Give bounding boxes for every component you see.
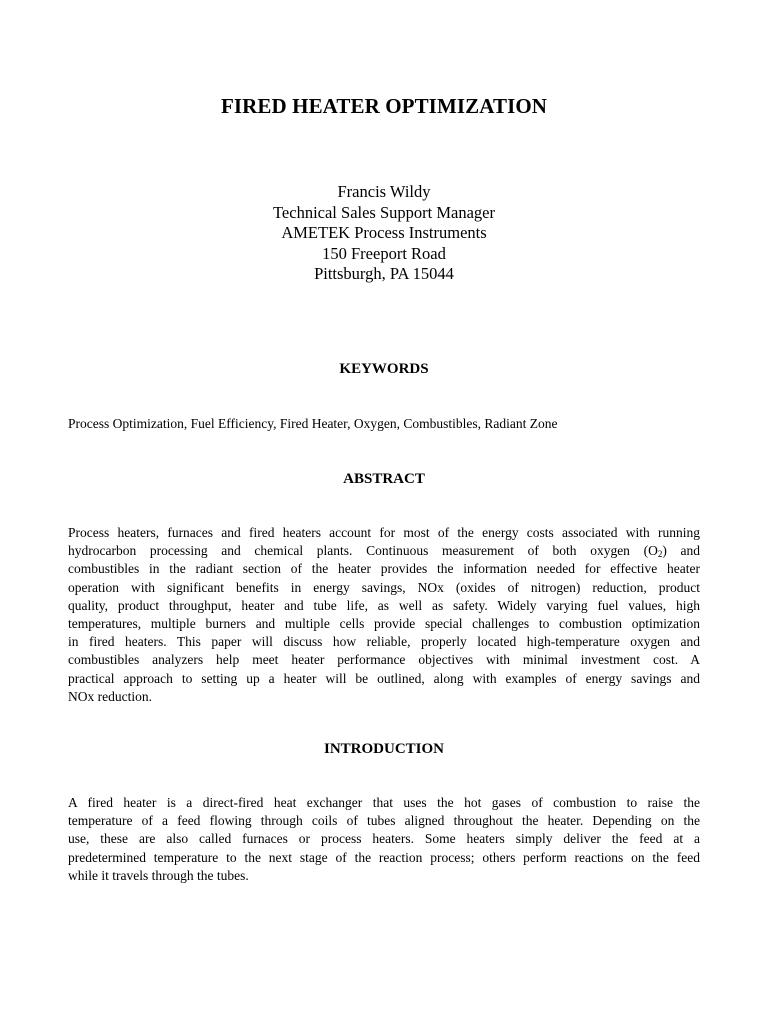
abstract-line: combustibles analyzers help meet heater performance objectives with minimal investment cost. A bbox=[68, 652, 700, 668]
author-name: Francis Wildy bbox=[337, 182, 431, 201]
abstract-line: quality, product throughput, heater and tube life, as well as safety. Widely varying fuel values, high bbox=[68, 597, 700, 613]
abstract-line: operation with significant benefits in energy savings, NOx (oxides of nitrogen) reduction, product bbox=[68, 579, 700, 595]
abstract-line: practical approach to setting up a heater will be outlined, along with examples of energy savings and bbox=[68, 670, 700, 686]
introduction-line: A fired heater is a direct-fired heat exchanger that uses the hot gases of combustion to raise the bbox=[68, 795, 700, 810]
author-organization: AMETEK Process Instruments bbox=[281, 223, 487, 243]
abstract-line: Process heaters, furnaces and fired heaters account for most of the energy costs associated with running bbox=[68, 525, 700, 540]
abstract-paragraph bbox=[68, 524, 700, 706]
author-city: Pittsburgh, PA 15044 bbox=[314, 264, 454, 284]
abstract-heading: ABSTRACT bbox=[343, 471, 425, 487]
introduction-line: predetermined temperature to the next stage of the reaction process; others perform reactions on the feed bbox=[68, 849, 700, 865]
abstract-line-text: hydrocarbon processing and chemical plants. Continuous measurement of both oxygen (O bbox=[68, 543, 658, 559]
introduction-line: while it travels through the tubes. bbox=[68, 867, 249, 883]
abstract-line bbox=[68, 542, 700, 560]
paper-title: FIRED HEATER OPTIMIZATION bbox=[220, 94, 548, 118]
oxygen-subscript: 2 bbox=[657, 549, 663, 560]
abstract-line: combustibles in the radiant section of the heater provides the information needed for effective heater bbox=[68, 561, 700, 577]
keywords-text: Process Optimization, Fuel Efficiency, Fired Heater, Oxygen, Combustibles, Radiant Zone bbox=[68, 416, 558, 431]
introduction-paragraph bbox=[68, 794, 700, 885]
abstract-line: in fired heaters. This paper will discuss how reliable, properly located high-temperature oxygen and bbox=[68, 634, 700, 650]
author-block bbox=[0, 182, 768, 285]
author-position: Technical Sales Support Manager bbox=[273, 202, 495, 222]
introduction-line: use, these are also called furnaces or process heaters. Some heaters simply deliver the feed at a bbox=[68, 831, 700, 847]
abstract-line: NOx reduction. bbox=[68, 688, 152, 704]
abstract-line: temperatures, multiple burners and multiple cells provide special challenges to combustion optimization bbox=[68, 615, 700, 631]
abstract-line-text: ) and bbox=[662, 543, 700, 559]
author-street: 150 Freeport Road bbox=[322, 243, 446, 263]
keywords-heading: KEYWORDS bbox=[339, 361, 429, 377]
introduction-line: temperature of a feed flowing through coils of tubes aligned throughout the heater. Depending on the bbox=[68, 813, 700, 829]
introduction-heading: INTRODUCTION bbox=[323, 741, 444, 757]
